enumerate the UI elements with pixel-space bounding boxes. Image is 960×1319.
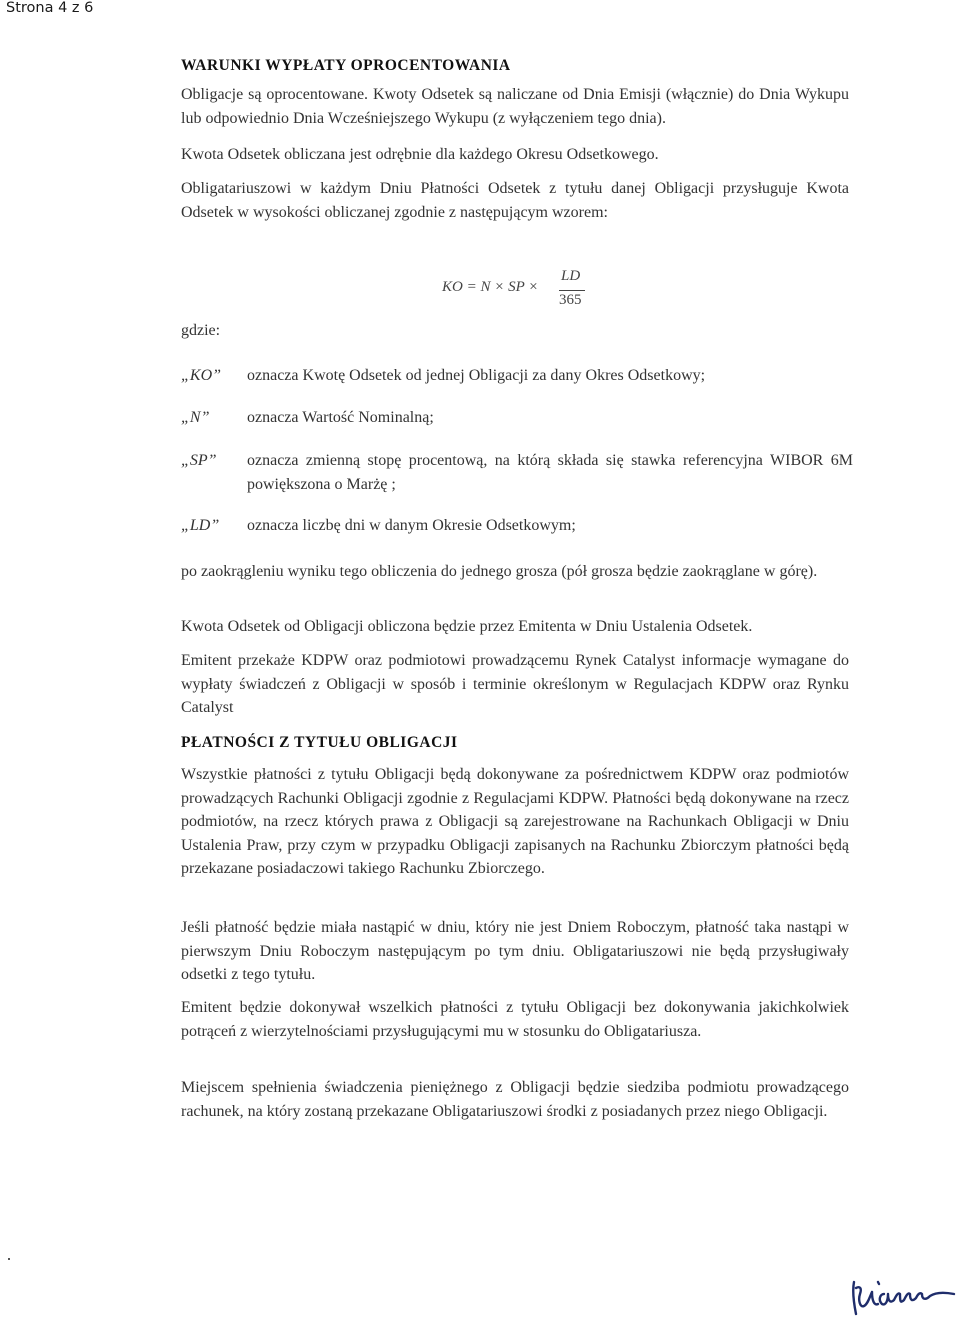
definition-text: oznacza liczbę dni w danym Okresie Odsetkowym; (247, 517, 576, 534)
paragraph: Kwota Odsetek obliczana jest odrębnie dla każdego Okresu Odsetkowego. (181, 146, 659, 163)
paragraph: Emitent będzie dokonywał wszelkich płatności z tytułu Obligacji bez dokonywania jakichkolwiek potrąceń z wierzytelnościami przysługującymi mu w stosunku do Obligatariusza. (181, 999, 849, 1040)
paragraph: Wszystkie płatności z tytułu Obligacji będą dokonywane za pośrednictwem KDPW oraz podmiotów prowadzących Rachunki Obligacji zgodnie z Regulacjami KDPW. Płatności będą dokonywane na rzecz podmiotów, na rzecz których prawa z Obligacji są zarejestrowane na Rachunkach Obligacji w Dniu Ustalenia Praw, przy czym w przypadku Obligacji zapisanych na Rachunku Zbiorczym płatności będą przekazane posiadaczowi takiego Rachunku Zbiorczego. (181, 766, 849, 877)
definition-symbol: „KO” (181, 367, 222, 384)
scan-speck (8, 1258, 10, 1260)
definition-symbol: „N” (181, 409, 210, 426)
definition-text: oznacza Kwotę Odsetek od jednej Obligacji za dany Okres Odsetkowy; (247, 367, 706, 384)
paragraph: Jeśli płatność będzie miała nastąpić w dniu, który nie jest Dniem Roboczym, płatność taka nastąpi w pierwszym Dniu Roboczym następującym po tym dniu. Obligatariuszowi nie będą przysługiwały odsetki z tego tytułu. (181, 919, 849, 983)
where-label: gdzie: (181, 322, 221, 339)
definition-text: oznacza zmienną stopę procentową, na którą składa się stawka referencyjna WIBOR 6M powiększona o Marżę ; (247, 452, 853, 493)
formula-numerator: LD (561, 268, 581, 284)
definition-symbol: „LD” (181, 517, 220, 534)
interest-formula (442, 268, 592, 312)
definition-symbol: „SP” (181, 452, 217, 469)
page-number-label: Strona 4 z 6 (6, 0, 94, 16)
section-heading-payments: PŁATNOŚCI Z TYTUŁU OBLIGACJI (181, 734, 458, 751)
paragraph: po zaokrągleniu wyniku tego obliczenia do jednego grosza (pół grosza będzie zaokrąglane w górę). (181, 563, 818, 580)
paragraph: Obligacje są oprocentowane. Kwoty Odsetek są naliczane od Dnia Emisji (włącznie) do Dnia Wykupu lub odpowiednio Dnia Wcześniejszego Wykupu (z wyłączeniem tego dnia). (181, 86, 849, 127)
paragraph: Obligatariuszowi w każdym Dniu Płatności Odsetek z tytułu danej Obligacji przysługuje Kwota Odsetek w wysokości obliczanej zgodnie z następującym wzorem: (181, 180, 849, 221)
definition-text: oznacza Wartość Nominalną; (247, 409, 434, 426)
formula-lhs: KO = N × SP × (442, 279, 539, 295)
paragraph: Kwota Odsetek od Obligacji obliczona będzie przez Emitenta w Dniu Ustalenia Odsetek. (181, 618, 753, 635)
section-heading-interest: WARUNKI WYPŁATY OPROCENTOWANIA (181, 57, 511, 74)
paragraph: Miejscem spełnienia świadczenia pieniężnego z Obligacji będzie siedziba podmiotu prowadzącego rachunek, na który zostaną przekazane Obligatariuszowi środki z posiadanych przez niego Obligacji. (181, 1079, 849, 1120)
handwritten-signature (848, 1270, 958, 1318)
formula-denominator: 365 (559, 292, 582, 308)
paragraph: Emitent przekaże KDPW oraz podmiotowi prowadzącemu Rynek Catalyst informacje wymagane do wypłaty świadczeń z Obligacji w sposób i terminie określonym w Regulacjach KDPW oraz Rynku Catalyst (181, 652, 849, 716)
fraction-bar (559, 290, 585, 291)
